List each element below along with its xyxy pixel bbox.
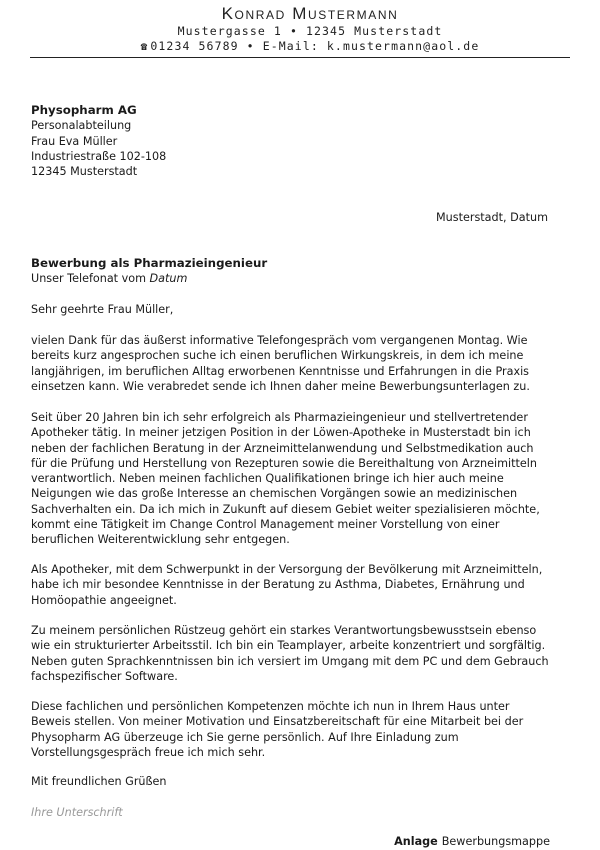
recipient-block xyxy=(31,103,551,179)
body-paragraph-1: vielen Dank für das äußerst informative Telefongespräch vom vergangenen Montag. Wie bereits kurz angesprochen suche ich einen beruflichen Wirkungskreis, in dem ich meine langjährigen, im beruflichen Alltag erworbenen Kenntnisse und Erfahrungen in die Praxis einsetzen kann. Wie verabredet sende ich Ihnen daher meine Bewerbungsunterlagen zu. xyxy=(31,334,530,393)
phone-icon: ☎ xyxy=(140,40,149,53)
subject-reference-prefix: Unser Telefonat vom xyxy=(31,272,150,286)
signature-placeholder: Ihre Unterschrift xyxy=(31,806,123,819)
recipient-person: Frau Eva Müller xyxy=(31,134,118,148)
body-paragraph-4: Zu meinem persönlichen Rüstzeug gehört ein starkes Verantwortungsbewusstsein ebenso wie ein strukturierter Arbeitsstil. Ich bin ein Teamplayer, arbeite konzentriert und sorgfältig. Neben guten Sprachkenntnissen bin ich versiert im Umgang mit dem PC und dem Gebrauch fachspezifischer Software. xyxy=(31,624,549,683)
closing: Mit freundlichen Grüßen xyxy=(31,775,167,788)
recipient-street: Industriestraße 102-108 xyxy=(31,149,167,163)
enclosure-text: Bewerbungsmappe xyxy=(441,835,550,848)
subject-reference-date: Datum xyxy=(149,272,188,286)
recipient-department: Personalabteilung xyxy=(31,119,132,133)
sender-contact-text: 01234 56789 • E-Mail: k.mustermann@aol.de xyxy=(150,39,480,53)
enclosure-label: Anlage xyxy=(394,835,438,848)
body-paragraph-5: Diese fachlichen und persönlichen Kompetenzen möchte ich nun in Ihrem Haus unter Beweis stellen. Von meiner Motivation und Einsatzbereitschaft für eine Mitarbeit bei der Physopharm AG überzeuge ich Sie gerne persönlich. Auf Ihre Einladung zum Vorstellungsgespräch freue ich mich sehr. xyxy=(31,700,524,759)
enclosure xyxy=(394,834,550,849)
sender-address: Mustergasse 1 • 12345 Musterstadt xyxy=(177,24,443,38)
subject-title: Bewerbung als Pharmazieingenieur xyxy=(31,256,268,270)
recipient-company: Physopharm AG xyxy=(31,103,137,117)
body-paragraph-3: Als Apotheker, mit dem Schwerpunkt in der Versorgung der Bevölkerung mit Arzneimitteln, habe ich mir besondee Kenntnisse in der Beratung zu Asthma, Diabetes, Ernährung und Homöopathie angeeignet. xyxy=(31,563,543,607)
subject-reference xyxy=(31,271,551,286)
body-paragraph-2: Seit über 20 Jahren bin ich sehr erfolgreich als Pharmazieingenieur und stellvertretender Apotheker tätig. In meiner jetzigen Position in der Löwen-Apotheke in Musterstadt bin ich neben der fachlichen Beratung in der Arzneimittelanwendung und Selbstmedikation auch für die Prüfung und Herstellung von Rezepturen sowie die Bereithaltung von Arzneimitteln verantwortlich. Neben meinen fachlichen Qualifikationen bringe ich hier auch meine Neigungen wie das große Interesse an chemischen Vorgängen sowie an medizinischen Sachverhalten ein. Da ich mich in Zukunft auf diesem Gebiet weiter spezialisieren möchte, kommt eine Tätigkeit im Change Control Management meiner Vorstellung von einer beruflichen Weiterentwicklung sehr entgegen. xyxy=(31,411,540,547)
sender-name: Konrad Mustermann xyxy=(221,4,399,23)
date-line: Musterstadt, Datum xyxy=(436,211,548,224)
salutation: Sehr geehrte Frau Müller, xyxy=(31,303,174,316)
recipient-city: 12345 Musterstadt xyxy=(31,165,138,179)
sender-contact xyxy=(20,39,600,54)
subject-block xyxy=(31,256,551,287)
letterhead xyxy=(0,4,600,54)
header-divider xyxy=(30,57,570,58)
